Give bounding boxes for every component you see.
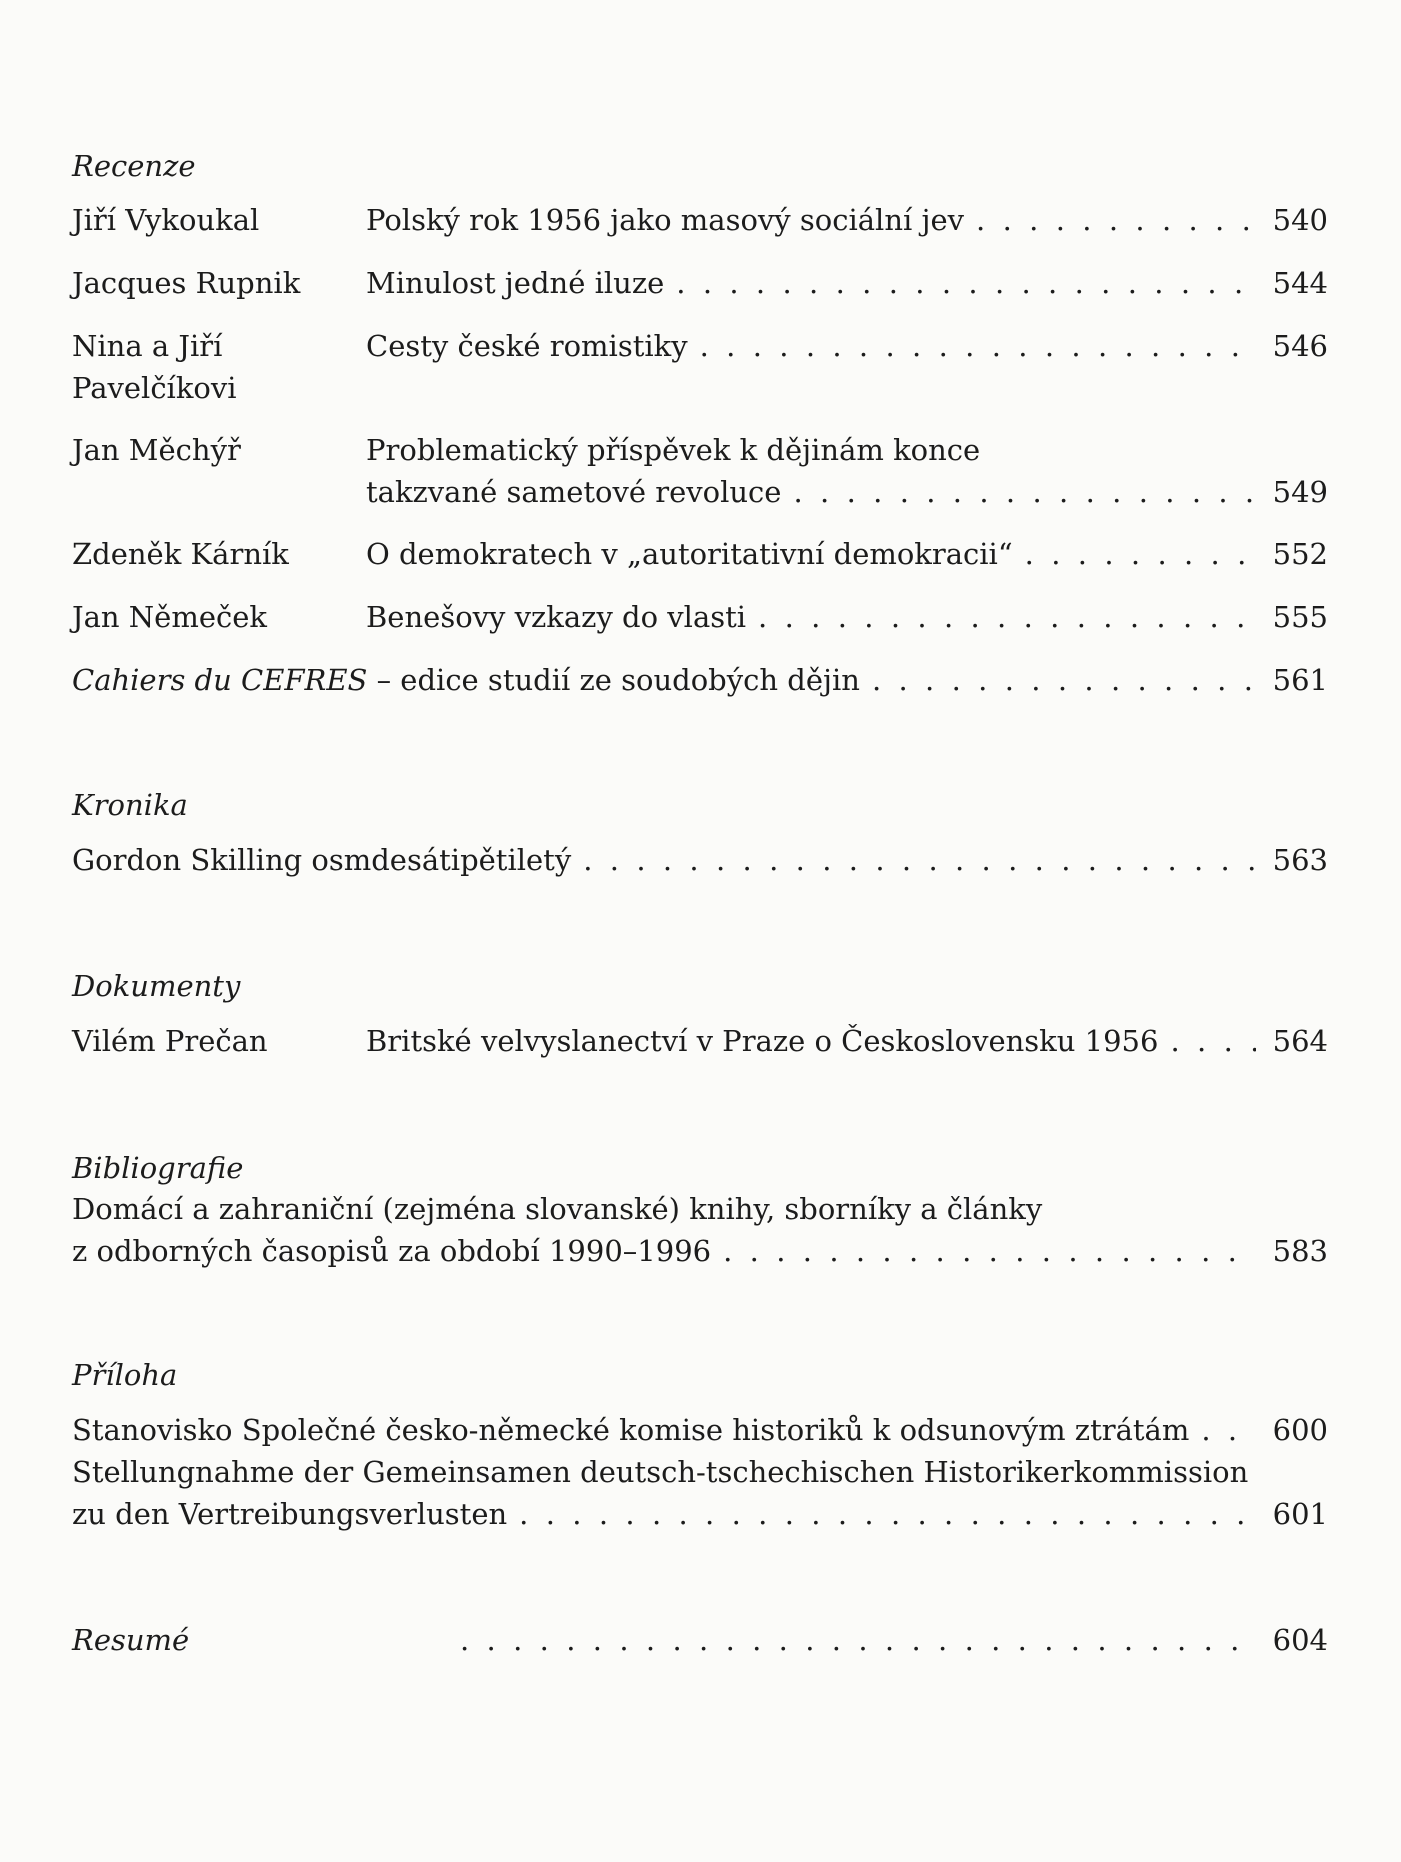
entry-page-number: 604 — [1272, 1623, 1328, 1657]
dot-leader — [700, 326, 1256, 366]
dot-leader — [676, 263, 1256, 303]
section-heading-kronika: Kronika — [72, 788, 188, 822]
entry-title-line: Stellungnahme der Gemeinsamen deutsch-tschechischen Historikerkommission — [72, 1455, 1249, 1489]
section-heading-resume: Resumé — [72, 1623, 190, 1657]
entry-author: Jan Měchýř — [72, 433, 241, 467]
dot-leader — [872, 660, 1256, 700]
entry-author: Jacques Rupnik — [72, 266, 301, 300]
entry-page-number: 600 — [1272, 1413, 1328, 1447]
dot-leader — [583, 840, 1256, 880]
entry-page-number: 546 — [1272, 329, 1328, 363]
entry-title-line: zu den Vertreibungsverlusten — [72, 1497, 508, 1531]
entry-author: Vilém Prečan — [72, 1024, 268, 1058]
entry-page-number: 583 — [1272, 1234, 1328, 1268]
dot-leader — [460, 1620, 1256, 1660]
entry-page-number: 561 — [1272, 663, 1328, 697]
entry-page-number: 552 — [1272, 537, 1328, 571]
entry-title: Gordon Skilling osmdesátipětiletý — [72, 843, 572, 877]
series-description: – edice studií ze soudobých dějin — [367, 663, 860, 697]
entry-title-line: Problematický příspěvek k dějinám konce — [366, 433, 981, 467]
entry-title: Stanovisko Společné česko-německé komise historiků k odsunovým ztrátám — [72, 1413, 1190, 1447]
dot-leader — [1201, 1410, 1256, 1450]
entry-title: Minulost jedné iluze — [366, 266, 665, 300]
entry-author: Zdeněk Kárník — [72, 537, 289, 571]
entry-author — [72, 326, 362, 410]
entry-title-line: z odborných časopisů za období 1990–1996 — [72, 1234, 712, 1268]
section-heading-dokumenty: Dokumenty — [72, 969, 241, 1003]
entry-title: O demokratech v „autoritativní demokracii“ — [366, 537, 1013, 571]
entry-page-number: 564 — [1272, 1024, 1328, 1058]
entry-page-number: 563 — [1272, 843, 1328, 877]
entry-author-line: Nina a Jiří — [72, 329, 223, 363]
section-heading-priloha: Příloha — [72, 1358, 178, 1392]
entry-page-number: 540 — [1272, 203, 1328, 237]
dot-leader — [976, 200, 1256, 240]
dot-leader — [723, 1231, 1256, 1271]
dot-leader — [793, 472, 1256, 512]
dot-leader — [519, 1494, 1256, 1534]
dot-leader — [1025, 534, 1256, 574]
entry-title-line: takzvané sametové revoluce — [366, 475, 782, 509]
entry-title: Benešovy vzkazy do vlasti — [366, 600, 747, 634]
entry-title: Cesty české romistiky — [366, 329, 688, 363]
entry-page-number: 544 — [1272, 266, 1328, 300]
section-heading-recenze: Recenze — [72, 149, 196, 183]
dot-leader — [758, 597, 1256, 637]
entry-author: Jiří Vykoukal — [72, 203, 260, 237]
dot-leader — [1170, 1021, 1256, 1061]
section-heading-bibliografie: Bibliografie — [72, 1151, 244, 1185]
entry-author: Jan Němeček — [72, 600, 267, 634]
entry-title: Polský rok 1956 jako masový sociální jev — [366, 203, 965, 237]
series-name: Cahiers du CEFRES — [72, 663, 368, 697]
entry-page-number: 555 — [1272, 600, 1328, 634]
entry-page-number: 601 — [1272, 1497, 1328, 1531]
entry-title: Britské velvyslanectví v Praze o Československu 1956 — [366, 1024, 1159, 1058]
entry-page-number: 549 — [1272, 475, 1328, 509]
entry-author-line: Pavelčíkovi — [72, 371, 237, 405]
entry-title-line: Domácí a zahraniční (zejména slovanské) knihy, sborníky a články — [72, 1192, 1043, 1226]
